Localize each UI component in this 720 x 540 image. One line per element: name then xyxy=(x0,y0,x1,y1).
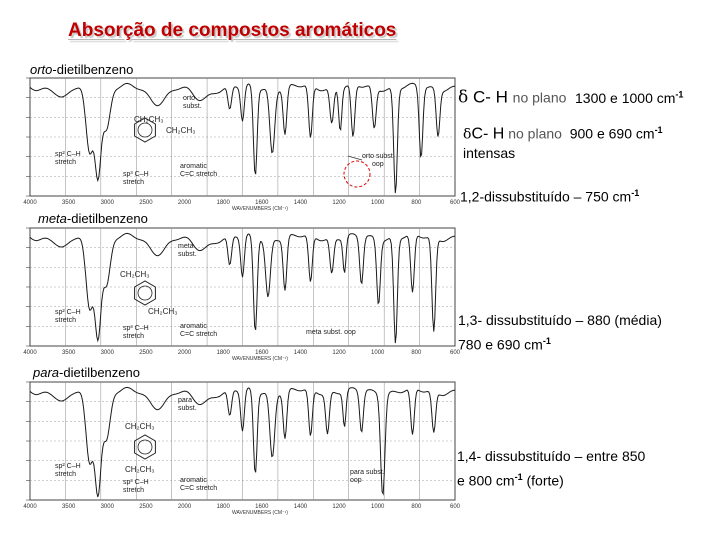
spectrum-panel-orto xyxy=(23,78,460,212)
spectrum-panel-meta xyxy=(23,228,460,362)
ortho-caption: orto-dietilbenzeno xyxy=(30,62,134,77)
x-tick-label: 3500 xyxy=(61,200,76,206)
aromatic-label: aromatic xyxy=(180,163,207,170)
sp3-label: stretch xyxy=(123,333,145,340)
x-tick-label: 600 xyxy=(449,350,461,356)
aromatic-label: C=C stretch xyxy=(180,171,218,178)
x-tick-label: 1400 xyxy=(293,504,308,510)
x-tick-label: 1000 xyxy=(371,350,385,356)
x-tick-label: 1200 xyxy=(332,200,346,206)
substituent-label: CH₂CH₃ xyxy=(125,465,155,474)
x-tick-label: 1400 xyxy=(293,350,308,356)
x-tick-label: 600 xyxy=(449,504,461,510)
sp3-label: sp³ C–H xyxy=(123,325,149,332)
sp2-label: sp² C–H xyxy=(55,309,81,316)
oop-label: orto subst. xyxy=(362,153,395,160)
oop-note: δC- H no plano 900 e 690 $cm^{-1}$ intensas xyxy=(463,125,663,161)
ortho-note: 1,2-dissubstituído – 750 $cm^{-1}$ xyxy=(460,188,640,205)
in-plane-note-1: δ C- H no plano 1300 e 1000 $cm^{-1}$ xyxy=(458,87,684,108)
sp3-label: stretch xyxy=(123,179,145,186)
x-tick-label: 1600 xyxy=(255,200,269,206)
ring-subst-label: subst. xyxy=(183,103,202,110)
x-tick-label: 2000 xyxy=(177,200,192,206)
x-tick-label: 3500 xyxy=(61,350,76,356)
sp3-label: sp³ C–H xyxy=(123,479,149,486)
aromatic-label: aromatic xyxy=(180,323,207,330)
sp2-label: stretch xyxy=(55,159,77,166)
x-tick-label: 1200 xyxy=(332,350,346,356)
x-tick-label: 1800 xyxy=(216,350,230,356)
x-tick-label: 1600 xyxy=(255,504,269,510)
x-tick-label: 800 xyxy=(411,350,422,356)
substituent-label: CH₂CH₃ xyxy=(120,270,150,279)
x-tick-label: 1000 xyxy=(371,200,385,206)
aromatic-label: aromatic xyxy=(180,477,207,484)
aromatic-label: C=C stretch xyxy=(180,485,218,492)
x-axis-label: WAVENUMBERS (CM⁻¹) xyxy=(232,356,288,362)
x-tick-label: 1600 xyxy=(255,350,269,356)
para-note: 1,4- dissubstituído – entre 850 e 800 $cm^{-1}$ (forte) xyxy=(457,448,646,489)
x-tick-label: 1800 xyxy=(216,504,230,510)
substituent-label: CH₂CH₃ xyxy=(134,115,164,124)
x-tick-label: 4000 xyxy=(23,350,37,356)
para-caption: para-dietilbenzeno xyxy=(33,365,140,380)
oop-label: oop xyxy=(350,477,362,484)
x-tick-label: 600 xyxy=(449,200,461,206)
sp2-label: sp² C–H xyxy=(55,151,81,158)
x-tick-label: 4000 xyxy=(23,200,37,206)
x-tick-label: 2000 xyxy=(177,504,192,510)
sp3-label: sp³ C–H xyxy=(123,171,149,178)
oop-label: meta subst. oop xyxy=(306,329,356,336)
sp2-label: sp² C–H xyxy=(55,463,81,470)
x-tick-label: 1000 xyxy=(371,504,385,510)
x-tick-label: 2500 xyxy=(139,350,153,356)
x-axis-label: WAVENUMBERS (CM⁻¹) xyxy=(232,510,288,516)
sp2-label: stretch xyxy=(55,471,77,478)
x-tick-label: 4000 xyxy=(23,504,37,510)
x-tick-label: 3000 xyxy=(100,504,114,510)
x-tick-label: 2000 xyxy=(177,350,192,356)
substituent-label: CH₂CH₃ xyxy=(148,307,178,316)
substituent-label: CH₂CH₃ xyxy=(166,126,196,135)
ring-subst-label: orto xyxy=(183,95,196,102)
oop-label: para subst. xyxy=(350,469,385,476)
meta-note: 1,3- dissubstituído – 880 (média) 780 e 690 $cm^{-1}$ xyxy=(458,312,662,353)
ring-subst-label: para xyxy=(178,397,193,404)
x-tick-label: 1200 xyxy=(332,504,346,510)
oop-label: oop xyxy=(372,161,384,168)
x-axis-label: WAVENUMBERS (CM⁻¹) xyxy=(232,206,288,212)
ring-subst-label: meta xyxy=(178,243,194,250)
sp3-label: stretch xyxy=(123,487,145,494)
spectrum-panel-para xyxy=(23,382,460,516)
x-tick-label: 2500 xyxy=(139,200,153,206)
sp2-label: stretch xyxy=(55,317,77,324)
ring-subst-label: subst. xyxy=(178,405,197,412)
x-tick-label: 1400 xyxy=(293,200,308,206)
ring-subst-label: subst. xyxy=(178,251,197,258)
x-tick-label: 2500 xyxy=(139,504,153,510)
x-tick-label: 1800 xyxy=(216,200,230,206)
substituent-label: CH₂CH₃ xyxy=(125,422,155,431)
x-tick-label: 800 xyxy=(411,200,422,206)
x-tick-label: 3000 xyxy=(100,200,114,206)
x-tick-label: 3000 xyxy=(100,350,114,356)
x-tick-label: 3500 xyxy=(61,504,76,510)
aromatic-label: C=C stretch xyxy=(180,331,218,338)
x-tick-label: 800 xyxy=(411,504,422,510)
meta-caption: meta-dietilbenzeno xyxy=(38,211,148,226)
page-title: Absorção de compostos aromáticos xyxy=(68,20,397,41)
